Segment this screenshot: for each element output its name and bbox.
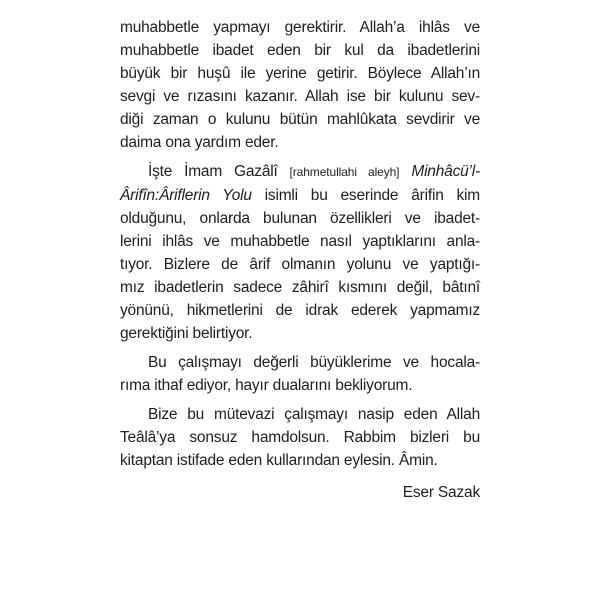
text-line: Bize bu mütevazi çalışmayı nasip eden Allah: [148, 406, 480, 423]
author-signature: Eser Sazak: [402, 484, 480, 501]
paragraph-3: [120, 351, 480, 397]
text-line: [120, 184, 480, 207]
text-line: Teâlâ’ya sonsuz hamdolsun. Rabbim bizleri bu: [120, 429, 480, 446]
book-title-text: Minhâcü’l-: [399, 163, 480, 180]
text-line: büyük bir huşû ile yerine getirir. Böylece Allah’ın: [120, 65, 480, 82]
body-text: [120, 16, 480, 504]
text-line: rıma ithaf ediyor, hayır dualarını bekliyorum.: [120, 377, 413, 394]
text-line: tıyor. Bizlere de ârif olmanın yolunu ve yaptığı-: [120, 256, 480, 273]
paragraph-2: [120, 160, 480, 345]
text-line: mız ibadetlerin sadece zâhirî kısmını değil, bâtınî: [120, 279, 480, 296]
text-line: diği zaman o kulunu bütün mahlûkata sevdirir ve: [120, 111, 480, 128]
text-line: olduğunu, onlarda bulunan özellikleri ve ibadet-: [120, 210, 480, 227]
text-line: Bu çalışmayı değerli büyüklerime ve hocala-: [148, 354, 480, 371]
book-title-text: Ârifîn:Âriflerin Yolu: [120, 187, 252, 204]
text-line: gerektiğini belirtiyor.: [120, 325, 253, 342]
text-line: kitaptan istifade eden kullarından eylesin. Âmin.: [120, 452, 438, 469]
paragraph-1: [120, 16, 480, 154]
text-segment: isimli bu eserinde ârifin kim: [251, 187, 480, 204]
text-line: lerini ihlâs ve muhabbetle nasıl yaptıklarını anla-: [120, 233, 480, 250]
text-line: muhabbetle yapmayı gerektirir. Allah’a ihlâs ve: [120, 19, 480, 36]
paragraph-4: [120, 403, 480, 472]
text-line: daima ona yardım eder.: [120, 134, 279, 151]
text-line: [120, 160, 480, 184]
text-line: muhabbetle ibadet eden bir kul da ibadetlerini: [120, 42, 480, 59]
text-line: yönünü, hikmetlerini de idrak ederek yapmamız: [120, 302, 480, 319]
text-line: sevgi ve rızasını kazanır. Allah ise bir kulunu sev-: [120, 88, 480, 105]
honorific-bracket-text: [rahmetullahi aleyh]: [289, 165, 400, 179]
text-segment: İşte İmam Gazâlî: [148, 163, 290, 180]
